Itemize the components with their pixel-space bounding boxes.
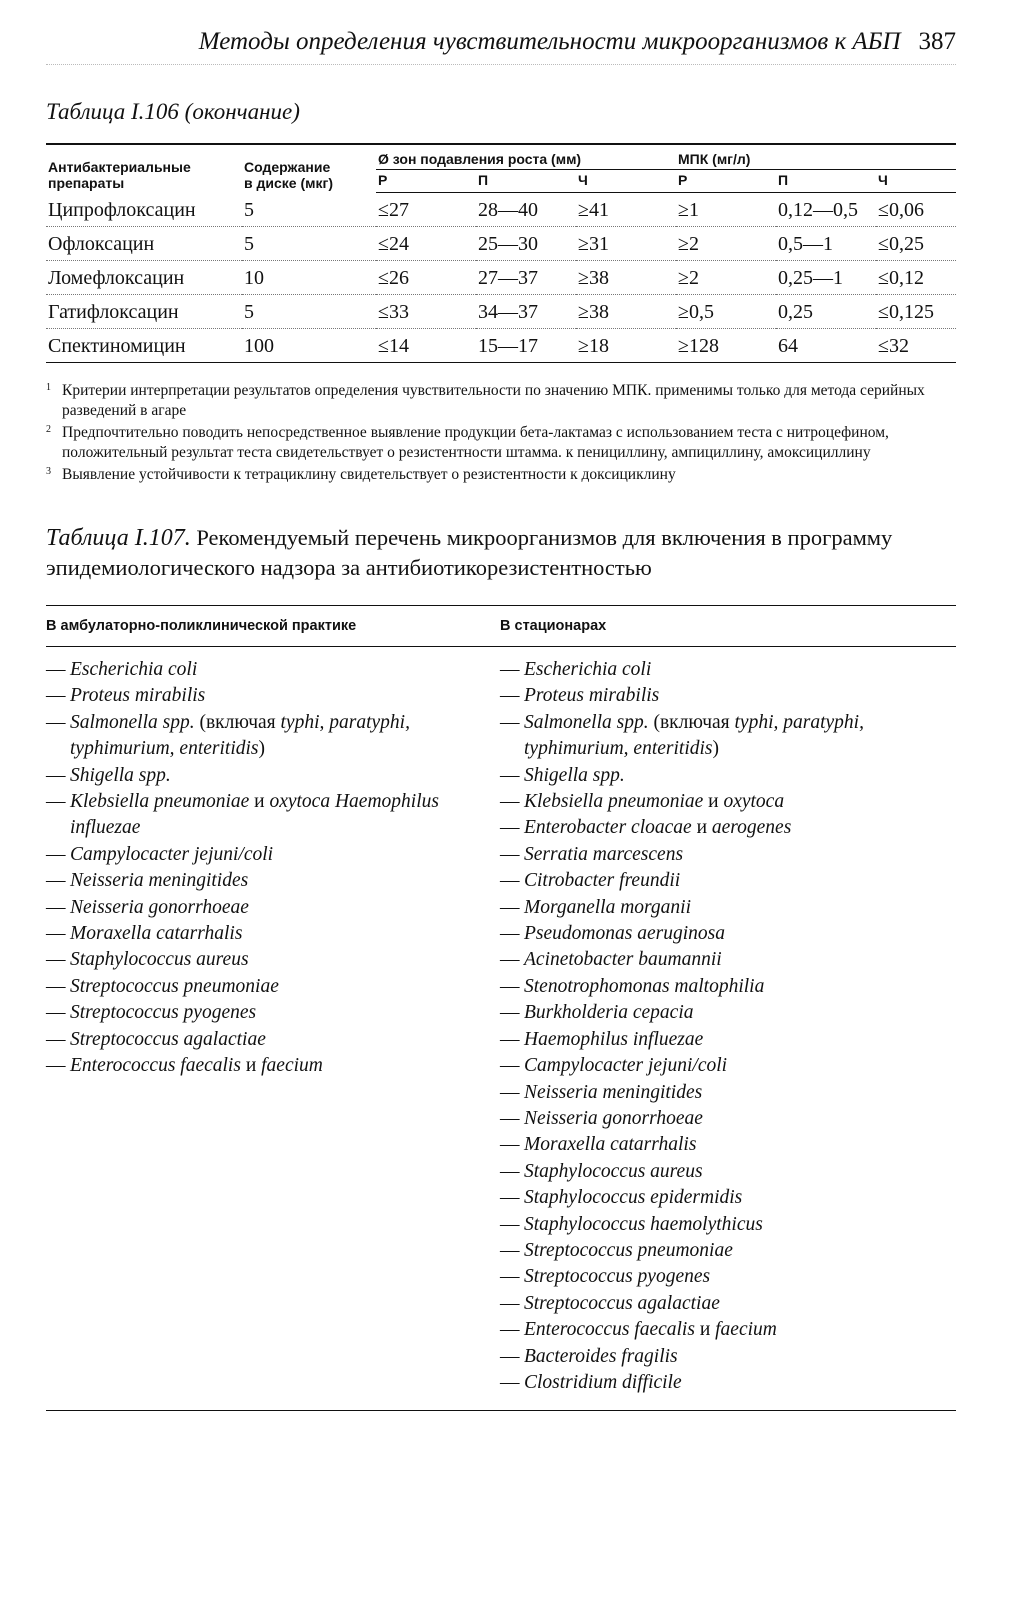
list-dash: —: [46, 923, 66, 945]
list-dash: —: [46, 1028, 66, 1050]
organism-entry: [524, 842, 956, 868]
table-row: [46, 227, 956, 261]
list-dash: —: [500, 791, 520, 813]
organism-entry: [524, 1185, 956, 1211]
table-row: [46, 329, 956, 363]
list-dash: —: [500, 1292, 520, 1314]
table-cell-zp: 27—37: [476, 261, 576, 295]
list-item: [500, 1132, 956, 1158]
organism-entry: [70, 710, 500, 763]
list-item: [500, 895, 956, 921]
organism-name: Citrobacter freundii: [524, 870, 681, 892]
list-item: [500, 1317, 956, 1343]
organism-name: Neisseria gonorrhoeae: [70, 896, 249, 918]
table-cell-zc: ≥31: [576, 227, 676, 261]
table-cell-zr: ≤24: [376, 227, 476, 261]
connector-text: и: [694, 1319, 716, 1341]
list-item: [46, 947, 500, 973]
subheader-mic-ch: Ч: [876, 170, 956, 193]
list-item: [500, 763, 956, 789]
organism-entry: [524, 1291, 956, 1317]
table-cell-drug: Гатифлоксацин: [46, 295, 242, 329]
connector-text: (включая: [648, 711, 735, 733]
organism-name: Staphylococcus aureus: [524, 1160, 703, 1182]
organism-entry: [524, 1264, 956, 1290]
connector-text: и: [703, 791, 724, 813]
list-item: [500, 1344, 956, 1370]
list-item: [500, 1080, 956, 1106]
list-dash: —: [500, 949, 520, 971]
organism-entry: [70, 895, 500, 921]
list-dash: —: [46, 870, 66, 892]
table-cell-mp: 0,5—1: [776, 227, 876, 261]
list-dash: —: [46, 685, 66, 707]
organism-name: Campylocacter jejuni/coli: [70, 843, 274, 865]
list-item: [500, 1000, 956, 1026]
hospital-list: [500, 657, 956, 1396]
organism-entry: [70, 1000, 500, 1026]
organism-entry: [524, 1344, 956, 1370]
organism-entry: [524, 1370, 956, 1396]
table-cell-zc: ≥38: [576, 261, 676, 295]
table-cell-zc: ≥41: [576, 193, 676, 227]
organism-name: Burkholderia cepacia: [524, 1002, 694, 1024]
list-item: [46, 1053, 500, 1079]
organism-name: Proteus mirabilis: [524, 685, 660, 707]
list-item: [500, 1212, 956, 1238]
table-cell-mc: ≤0,25: [876, 227, 956, 261]
table-cell-zp: 25—30: [476, 227, 576, 261]
organism-entry: [524, 710, 956, 763]
header-zone-diameter: Ø зон подавления роста (мм): [376, 144, 676, 170]
footnote-number: 2: [46, 424, 51, 435]
table-cell-drug: Ломефлоксацин: [46, 261, 242, 295]
organism-entry: [524, 868, 956, 894]
table-cell-mc: ≤0,06: [876, 193, 956, 227]
organism-name: Streptococcus agalactiae: [524, 1292, 720, 1314]
organism-name: Shigella spp.: [524, 764, 625, 786]
organism-entry: [70, 1027, 500, 1053]
organism-name: Escherichia coli: [70, 659, 198, 680]
list-item: [500, 815, 956, 841]
organism-entry: [524, 657, 956, 683]
organism-name: Streptococcus pneumoniae: [70, 975, 279, 997]
table-106: [46, 143, 956, 363]
footnote-number: 3: [46, 466, 51, 477]
organism-entry: [524, 1212, 956, 1238]
organism-name: Streptococcus pyogenes: [70, 1002, 257, 1024]
list-item: [46, 895, 500, 921]
running-header: [46, 28, 956, 56]
organism-name-extra: oxytoca Haemophilus influezae: [70, 791, 439, 839]
running-title: Методы определения чувствительности микроорганизмов к АБП: [198, 28, 901, 55]
table-cell-disc: 5: [242, 227, 376, 261]
footnote: [46, 423, 956, 463]
list-dash: —: [500, 817, 520, 839]
list-dash: —: [46, 975, 66, 997]
organism-name: Staphylococcus haemolythicus: [524, 1213, 763, 1235]
organism-name: Staphylococcus epidermidis: [524, 1187, 743, 1209]
organism-name-extra: typhi, paratyphi, typhimurium, enteritidis: [70, 711, 410, 760]
table-cell-zr: ≤26: [376, 261, 476, 295]
organism-entry: [70, 868, 500, 894]
organism-entry: [524, 1080, 956, 1106]
list-item: [500, 1053, 956, 1079]
list-dash: —: [46, 791, 66, 813]
organism-name: Streptococcus agalactiae: [70, 1028, 266, 1050]
organism-name: Pseudomonas aeruginosa: [524, 923, 725, 945]
footnote-number: 1: [46, 382, 51, 393]
connector-text: и: [240, 1055, 262, 1077]
list-item: [500, 1185, 956, 1211]
organism-name: Stenotrophomonas maltophilia: [524, 975, 765, 997]
table-cell-zp: 28—40: [476, 193, 576, 227]
table-cell-mc: ≤0,125: [876, 295, 956, 329]
organism-name: Staphylococcus aureus: [70, 949, 249, 971]
subheader-zone-r: Р: [376, 170, 476, 193]
list-item: [500, 1238, 956, 1264]
list-item: [46, 657, 500, 683]
table-cell-zc: ≥18: [576, 329, 676, 363]
table-row: [46, 261, 956, 295]
list-item: [500, 1027, 956, 1053]
subheader-zone-p: П: [476, 170, 576, 193]
list-item: [500, 1264, 956, 1290]
organism-entry: [524, 815, 956, 841]
table-cell-mp: 0,12—0,5: [776, 193, 876, 227]
organism-entry: [70, 921, 500, 947]
list-item: [46, 842, 500, 868]
list-dash: —: [500, 1160, 520, 1182]
organism-entry: [524, 1132, 956, 1158]
organism-name: Neisseria meningitides: [70, 870, 249, 892]
list-item: [500, 1291, 956, 1317]
list-dash: —: [500, 1134, 520, 1156]
header-disc-content: Содержание в диске (мкг): [242, 144, 376, 193]
list-dash: —: [46, 711, 66, 733]
organism-entry: [524, 1238, 956, 1264]
table-cell-disc: 5: [242, 193, 376, 227]
table-106-footnotes: [46, 381, 956, 485]
list-dash: —: [46, 843, 66, 865]
header-outpatient: В амбулаторно-поликлинической практике: [46, 618, 357, 634]
table-cell-disc: 10: [242, 261, 376, 295]
subheader-mic-p: П: [776, 170, 876, 193]
table-cell-mc: ≤32: [876, 329, 956, 363]
organism-name-extra: faecium: [715, 1319, 777, 1341]
table-cell-zp: 15—17: [476, 329, 576, 363]
organism-entry: [524, 895, 956, 921]
header-drug: Антибактериальные препараты: [46, 144, 242, 193]
list-item: [46, 683, 500, 709]
list-dash: —: [46, 1055, 66, 1077]
organism-name: Haemophilus influezae: [524, 1028, 704, 1050]
organism-name: Campylocacter jejuni/coli: [524, 1055, 728, 1077]
organism-name: Bacteroides fragilis: [524, 1345, 678, 1367]
list-item: [46, 974, 500, 1000]
header-rule: [46, 62, 956, 65]
list-item: [500, 974, 956, 1000]
organism-name: Klebsiella pneumoniae: [524, 791, 704, 813]
list-item: [500, 947, 956, 973]
table-cell-zc: ≥38: [576, 295, 676, 329]
list-dash: —: [500, 685, 520, 707]
table-row: [46, 193, 956, 227]
organism-entry: [524, 921, 956, 947]
organism-entry: [524, 1317, 956, 1343]
organism-name: Salmonella spp.: [70, 711, 195, 733]
list-item: [500, 789, 956, 815]
footnote-text: Предпочтительно поводить непосредственное выявление продукции бета-лактамаз с использованием теста с нитроцефином, положительный результат теста свидетельствует о резистентности штамма. к пенициллину, ампициллину, амоксициллину: [62, 424, 889, 461]
organism-name-extra: typhi, paratyphi, typhimurium, enteritidis: [524, 711, 864, 760]
organism-name: Escherichia coli: [524, 659, 652, 680]
organism-entry: [70, 789, 500, 842]
list-item: [500, 1159, 956, 1185]
list-item: [46, 868, 500, 894]
table-cell-zr: ≤33: [376, 295, 476, 329]
list-dash: —: [500, 764, 520, 786]
list-dash: —: [46, 896, 66, 918]
list-dash: —: [500, 1028, 520, 1050]
organism-entry: [70, 842, 500, 868]
organism-name: Proteus mirabilis: [70, 685, 206, 707]
list-dash: —: [46, 1002, 66, 1024]
table-107: [46, 605, 956, 1411]
table-cell-mp: 0,25—1: [776, 261, 876, 295]
list-dash: —: [500, 711, 520, 733]
organism-entry: [524, 789, 956, 815]
list-dash: —: [500, 843, 520, 865]
connector-text: (включая: [194, 711, 281, 733]
list-item: [500, 842, 956, 868]
organism-entry: [524, 974, 956, 1000]
table-cell-disc: 5: [242, 295, 376, 329]
connector-text: и: [249, 791, 270, 813]
table-107-title: Рекомендуемый перечень микроорганизмов для включения в программу эпидемиологического надзора за антибиотикорезистентностью: [46, 525, 893, 580]
table-cell-mp: 0,25: [776, 295, 876, 329]
table-106-caption: Таблица I.106 (окончание): [46, 99, 300, 124]
organism-entry: [524, 947, 956, 973]
table-cell-drug: Офлоксацин: [46, 227, 242, 261]
table-row: [46, 295, 956, 329]
organism-name: Enterococcus faecalis: [70, 1055, 241, 1077]
organism-name: Streptococcus pyogenes: [524, 1266, 711, 1288]
list-dash: —: [500, 1319, 520, 1341]
organism-name-extra: aerogenes: [711, 817, 792, 839]
table-cell-mr: ≥1: [676, 193, 776, 227]
list-dash: —: [500, 1371, 520, 1393]
list-dash: —: [46, 949, 66, 971]
organism-entry: [524, 1000, 956, 1026]
table-107-caption: [46, 523, 956, 583]
organism-name: Streptococcus pneumoniae: [524, 1239, 733, 1261]
table-cell-mr: ≥0,5: [676, 295, 776, 329]
list-item: [46, 1000, 500, 1026]
table-cell-drug: Спектиномицин: [46, 329, 242, 363]
header-hospital: В стационарах: [500, 618, 607, 634]
list-dash: —: [500, 870, 520, 892]
table-cell-zp: 34—37: [476, 295, 576, 329]
subheader-zone-ch: Ч: [576, 170, 676, 193]
organism-entry: [524, 1159, 956, 1185]
organism-name: Morganella morganii: [524, 896, 692, 918]
organism-name: Clostridium difficile: [524, 1371, 682, 1393]
list-dash: —: [500, 1239, 520, 1261]
organism-entry: [70, 974, 500, 1000]
list-item: [500, 710, 956, 763]
organism-entry: [70, 657, 500, 683]
organism-entry: [524, 1106, 956, 1132]
table-cell-mc: ≤0,12: [876, 261, 956, 295]
organism-entry: [524, 683, 956, 709]
organism-name: Neisseria gonorrhoeae: [524, 1107, 703, 1129]
list-dash: —: [500, 1055, 520, 1077]
table-cell-mr: ≥128: [676, 329, 776, 363]
closing-text: ): [258, 738, 265, 760]
list-dash: —: [500, 1107, 520, 1129]
list-dash: —: [500, 896, 520, 918]
table-107-header: [46, 606, 956, 647]
book-page: [46, 28, 956, 1411]
table-cell-mp: 64: [776, 329, 876, 363]
list-item: [500, 868, 956, 894]
organism-name: Enterobacter cloacae: [524, 817, 692, 839]
organism-name: Acinetobacter baumannii: [524, 949, 722, 971]
organism-name: Moraxella catarrhalis: [524, 1134, 697, 1156]
organism-name: Klebsiella pneumoniae: [70, 791, 250, 813]
list-dash: —: [500, 659, 520, 680]
list-dash: —: [500, 1187, 520, 1209]
list-item: [46, 763, 500, 789]
list-dash: —: [500, 923, 520, 945]
footnote-text: Выявление устойчивости к тетрациклину свидетельствует о резистентности к доксициклину: [62, 466, 676, 483]
organism-entry: [70, 683, 500, 709]
organism-entry: [70, 947, 500, 973]
list-dash: —: [46, 764, 66, 786]
organism-name-extra: oxytoca: [723, 791, 785, 813]
connector-text: и: [691, 817, 712, 839]
organism-name: Salmonella spp.: [524, 711, 649, 733]
organism-entry: [70, 1053, 500, 1079]
header-mic: МПК (мг/л): [676, 144, 956, 170]
organism-name: Moraxella catarrhalis: [70, 923, 243, 945]
organism-entry: [524, 763, 956, 789]
list-dash: —: [500, 975, 520, 997]
footnote: [46, 465, 956, 485]
footnote: [46, 381, 956, 421]
footnote-text: Критерии интерпретации результатов определения чувствительности по значению МПК. применимы только для метода серийных разведений в агаре: [62, 382, 925, 419]
organism-entry: [524, 1027, 956, 1053]
organism-name: Shigella spp.: [70, 764, 171, 786]
list-item: [46, 789, 500, 842]
organism-name-extra: faecium: [261, 1055, 323, 1077]
outpatient-list: [46, 657, 500, 1396]
list-item: [500, 921, 956, 947]
page-number: 387: [918, 28, 956, 55]
list-item: [46, 921, 500, 947]
organism-name: Neisseria meningitides: [524, 1081, 703, 1103]
table-cell-zr: ≤14: [376, 329, 476, 363]
table-cell-mr: ≥2: [676, 261, 776, 295]
list-item: [46, 710, 500, 763]
subheader-mic-r: Р: [676, 170, 776, 193]
list-dash: —: [500, 1081, 520, 1103]
organism-entry: [524, 1053, 956, 1079]
table-cell-drug: Ципрофлоксацин: [46, 193, 242, 227]
list-dash: —: [46, 659, 66, 680]
list-dash: —: [500, 1266, 520, 1288]
organism-entry: [70, 763, 500, 789]
list-item: [500, 683, 956, 709]
table-cell-mr: ≥2: [676, 227, 776, 261]
table-107-label: Таблица I.107.: [46, 525, 191, 551]
table-cell-disc: 100: [242, 329, 376, 363]
list-dash: —: [500, 1002, 520, 1024]
list-item: [500, 657, 956, 683]
table-cell-zr: ≤27: [376, 193, 476, 227]
list-item: [500, 1106, 956, 1132]
list-dash: —: [500, 1213, 520, 1235]
closing-text: ): [712, 738, 719, 760]
list-item: [46, 1027, 500, 1053]
list-item: [500, 1370, 956, 1396]
organism-name: Enterococcus faecalis: [524, 1319, 695, 1341]
organism-name: Serratia marcescens: [524, 843, 684, 865]
list-dash: —: [500, 1345, 520, 1367]
